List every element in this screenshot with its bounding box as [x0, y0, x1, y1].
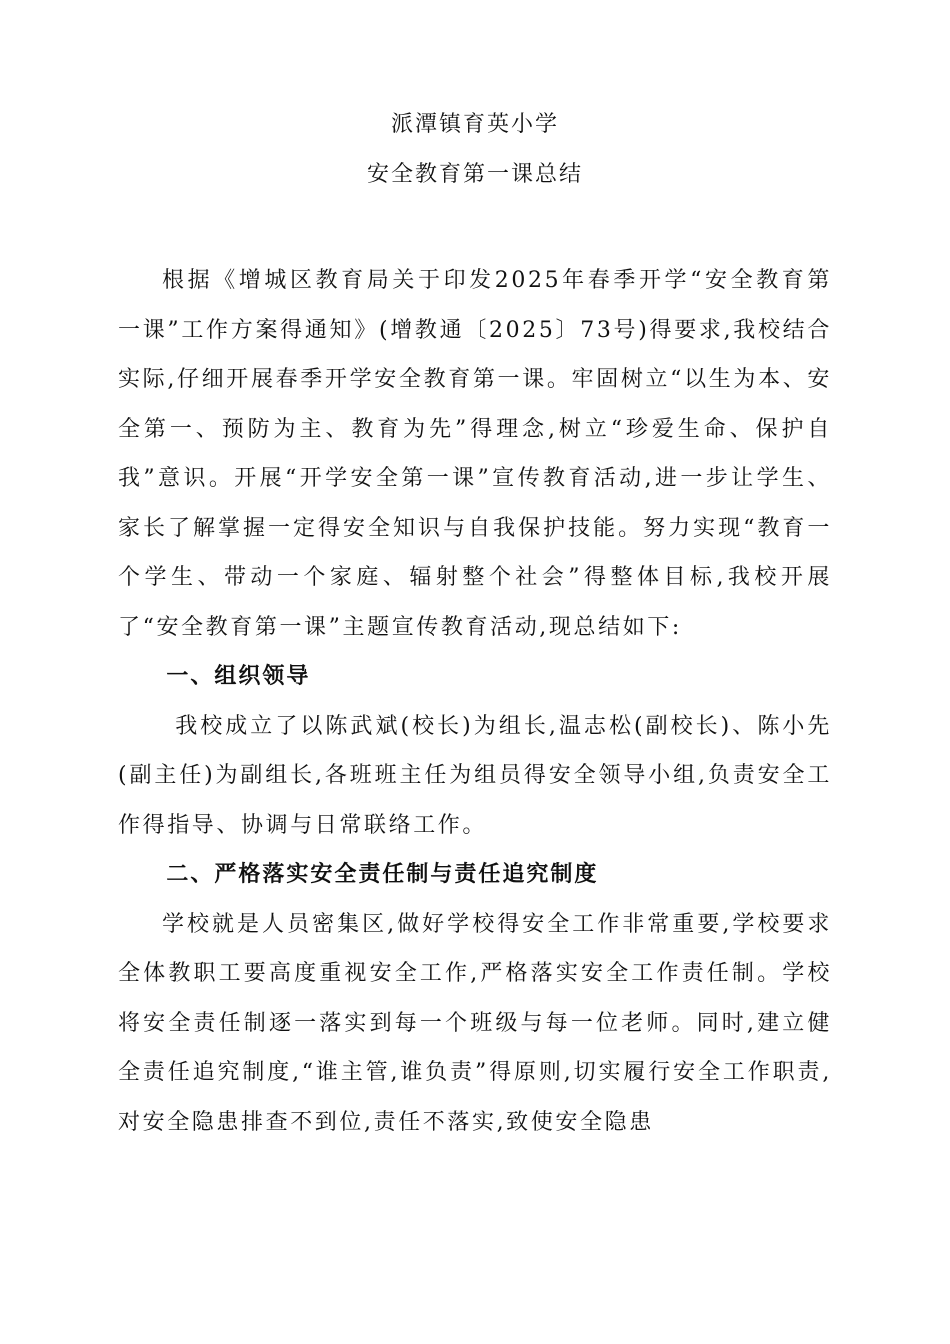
section-paragraph-responsibility: 学校就是人员密集区,做好学校得安全工作非常重要,学校要求全体教职工要高度重视安全工作,严格落实安全工作责任制。学校将安全责任制逐一落实到每一个班级与每一位老师。同时,建立健全责任追究制度,“谁主管,谁负责”得原则,切实履行安全工作职责,对安全隐患排查不到位,责任不落实,致使安全隐患: [118, 911, 832, 1135]
section-heading-organization: 一、组织领导: [166, 663, 311, 689]
school-name: 派潭镇育英小学: [390, 112, 559, 137]
document-body: [118, 256, 832, 1147]
intro-paragraph: 根据《增城区教育局关于印发2025年春季开学“安全教育第一课”工作方案得通知》(增教通〔2025〕73号)得要求,我校结合实际,仔细开展春季开学安全教育第一课。牢固树立“以生为本、安全第一、预防为主、教育为先”得理念,树立“珍爱生命、保护自我”意识。开展“开学安全第一课”宣传教育活动,进一步让学生、家长了解掌握一定得安全知识与自我保护技能。努力实现“教育一个学生、带动一个家庭、辐射整个社会”得整体目标,我校开展了“安全教育第一课”主题宣传教育活动,现总结如下:: [118, 268, 832, 640]
document-title: 安全教育第一课总结: [366, 162, 583, 187]
section-heading-responsibility: 二、严格落实安全责任制与责任追究制度: [166, 861, 599, 887]
section-paragraph-organization: 我校成立了以陈武斌(校长)为组长,温志松(副校长)、陈小先(副主任)为副组长,各班班主任为组员得安全领导小组,负责安全工作得指导、协调与日常联络工作。: [118, 713, 832, 838]
